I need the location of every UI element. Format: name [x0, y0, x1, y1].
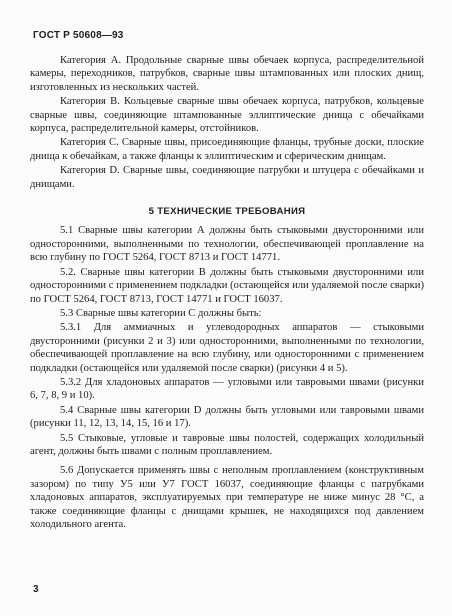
paragraph-5-3-1: 5.3.1 Для аммиачных и углеводородных аппаратов — стыковыми двусторонними (рисунки 2 и 3) или односторонними, выполненными по технологии, обеспечивающей проплавление на всю глубину, или односторонними с применением подкладки (остающейся или удаляемой после сварки) (рисунки 4 и 5). — [30, 322, 424, 374]
paragraph-5-6: 5.6 Допускается применять швы с неполным проплавлением (конструктивным зазором) по типу У5 или У7 ГОСТ 16037, соединяющие фланцы с патрубками хладоновых аппаратов, эксплуатируемых при температуре не ниже минус 28 °С, а также соединяющие фланцы с днищами крышек, не находящихся под давлением холодильного агента. — [30, 465, 424, 530]
page-number: 3 — [33, 584, 39, 595]
paragraph-category-c: Категория С. Сварные швы, присоединяющие фланцы, трубные доски, плоские днища к обечайкам, а также фланцы к эллиптическим и сферическим днищам. — [30, 137, 424, 162]
standard-header: ГОСТ Р 50608—93 — [33, 30, 124, 41]
paragraph-category-b: Категория В. Кольцевые сварные швы обечаек корпуса, патрубков, кольцевые сварные швы, соединяющие штампованные эллиптические днища с обечайками корпуса, распределительной камеры, отстойников. — [30, 96, 424, 135]
paragraph-5-5: 5.5 Стыковые, угловые и тавровые швы полостей, содержащих холодильный агент, должны быть швами с полным проплавлением. — [30, 432, 424, 457]
paragraph-5-2: 5.2. Сварные швы категории В должны быть стыковыми двусторонними или односторонними с применением подкладки (остающейся или удаляемой после сварки) по ГОСТ 5264, ГОСТ 8713, ГОСТ 14771 и ГОСТ 16037. — [30, 266, 424, 305]
paragraph-5-3: 5.3 Сварные швы категории С должны быть: — [60, 307, 262, 319]
section-title: 5 ТЕХНИЧЕСКИЕ ТРЕБОВАНИЯ — [148, 206, 306, 218]
paragraph-5-4: 5.4 Сварные швы категории D должны быть угловыми или тавровыми швами (рисунки 11, 12, 13, 14, 15, 16 и 17). — [30, 404, 424, 430]
paragraph-category-a: Категория А. Продольные сварные швы обечаек корпуса, распределительной камеры, переходников, патрубков, сварные швы штампованных или плоских днищ, изготовленных из нескольких частей. — [30, 55, 424, 93]
paragraph-category-d: Категория D. Сварные швы, соединяющие патрубки и штуцера с обечайками и днищами. — [30, 165, 424, 190]
paragraph-5-1: 5.1 Сварные швы категории А должны быть стыковыми двусторонними или односторонними, выполненными по технологии, обеспечивающей проплавление на всю глубину по ГОСТ 5264, ГОСТ 8713 и ГОСТ 14771. — [30, 225, 424, 264]
paragraph-5-3-2: 5.3.2 Для хладоновых аппаратов — угловыми или тавровыми швами (рисунки 6, 7, 8, 9 и 10). — [30, 376, 424, 402]
document-body — [30, 54, 424, 532]
